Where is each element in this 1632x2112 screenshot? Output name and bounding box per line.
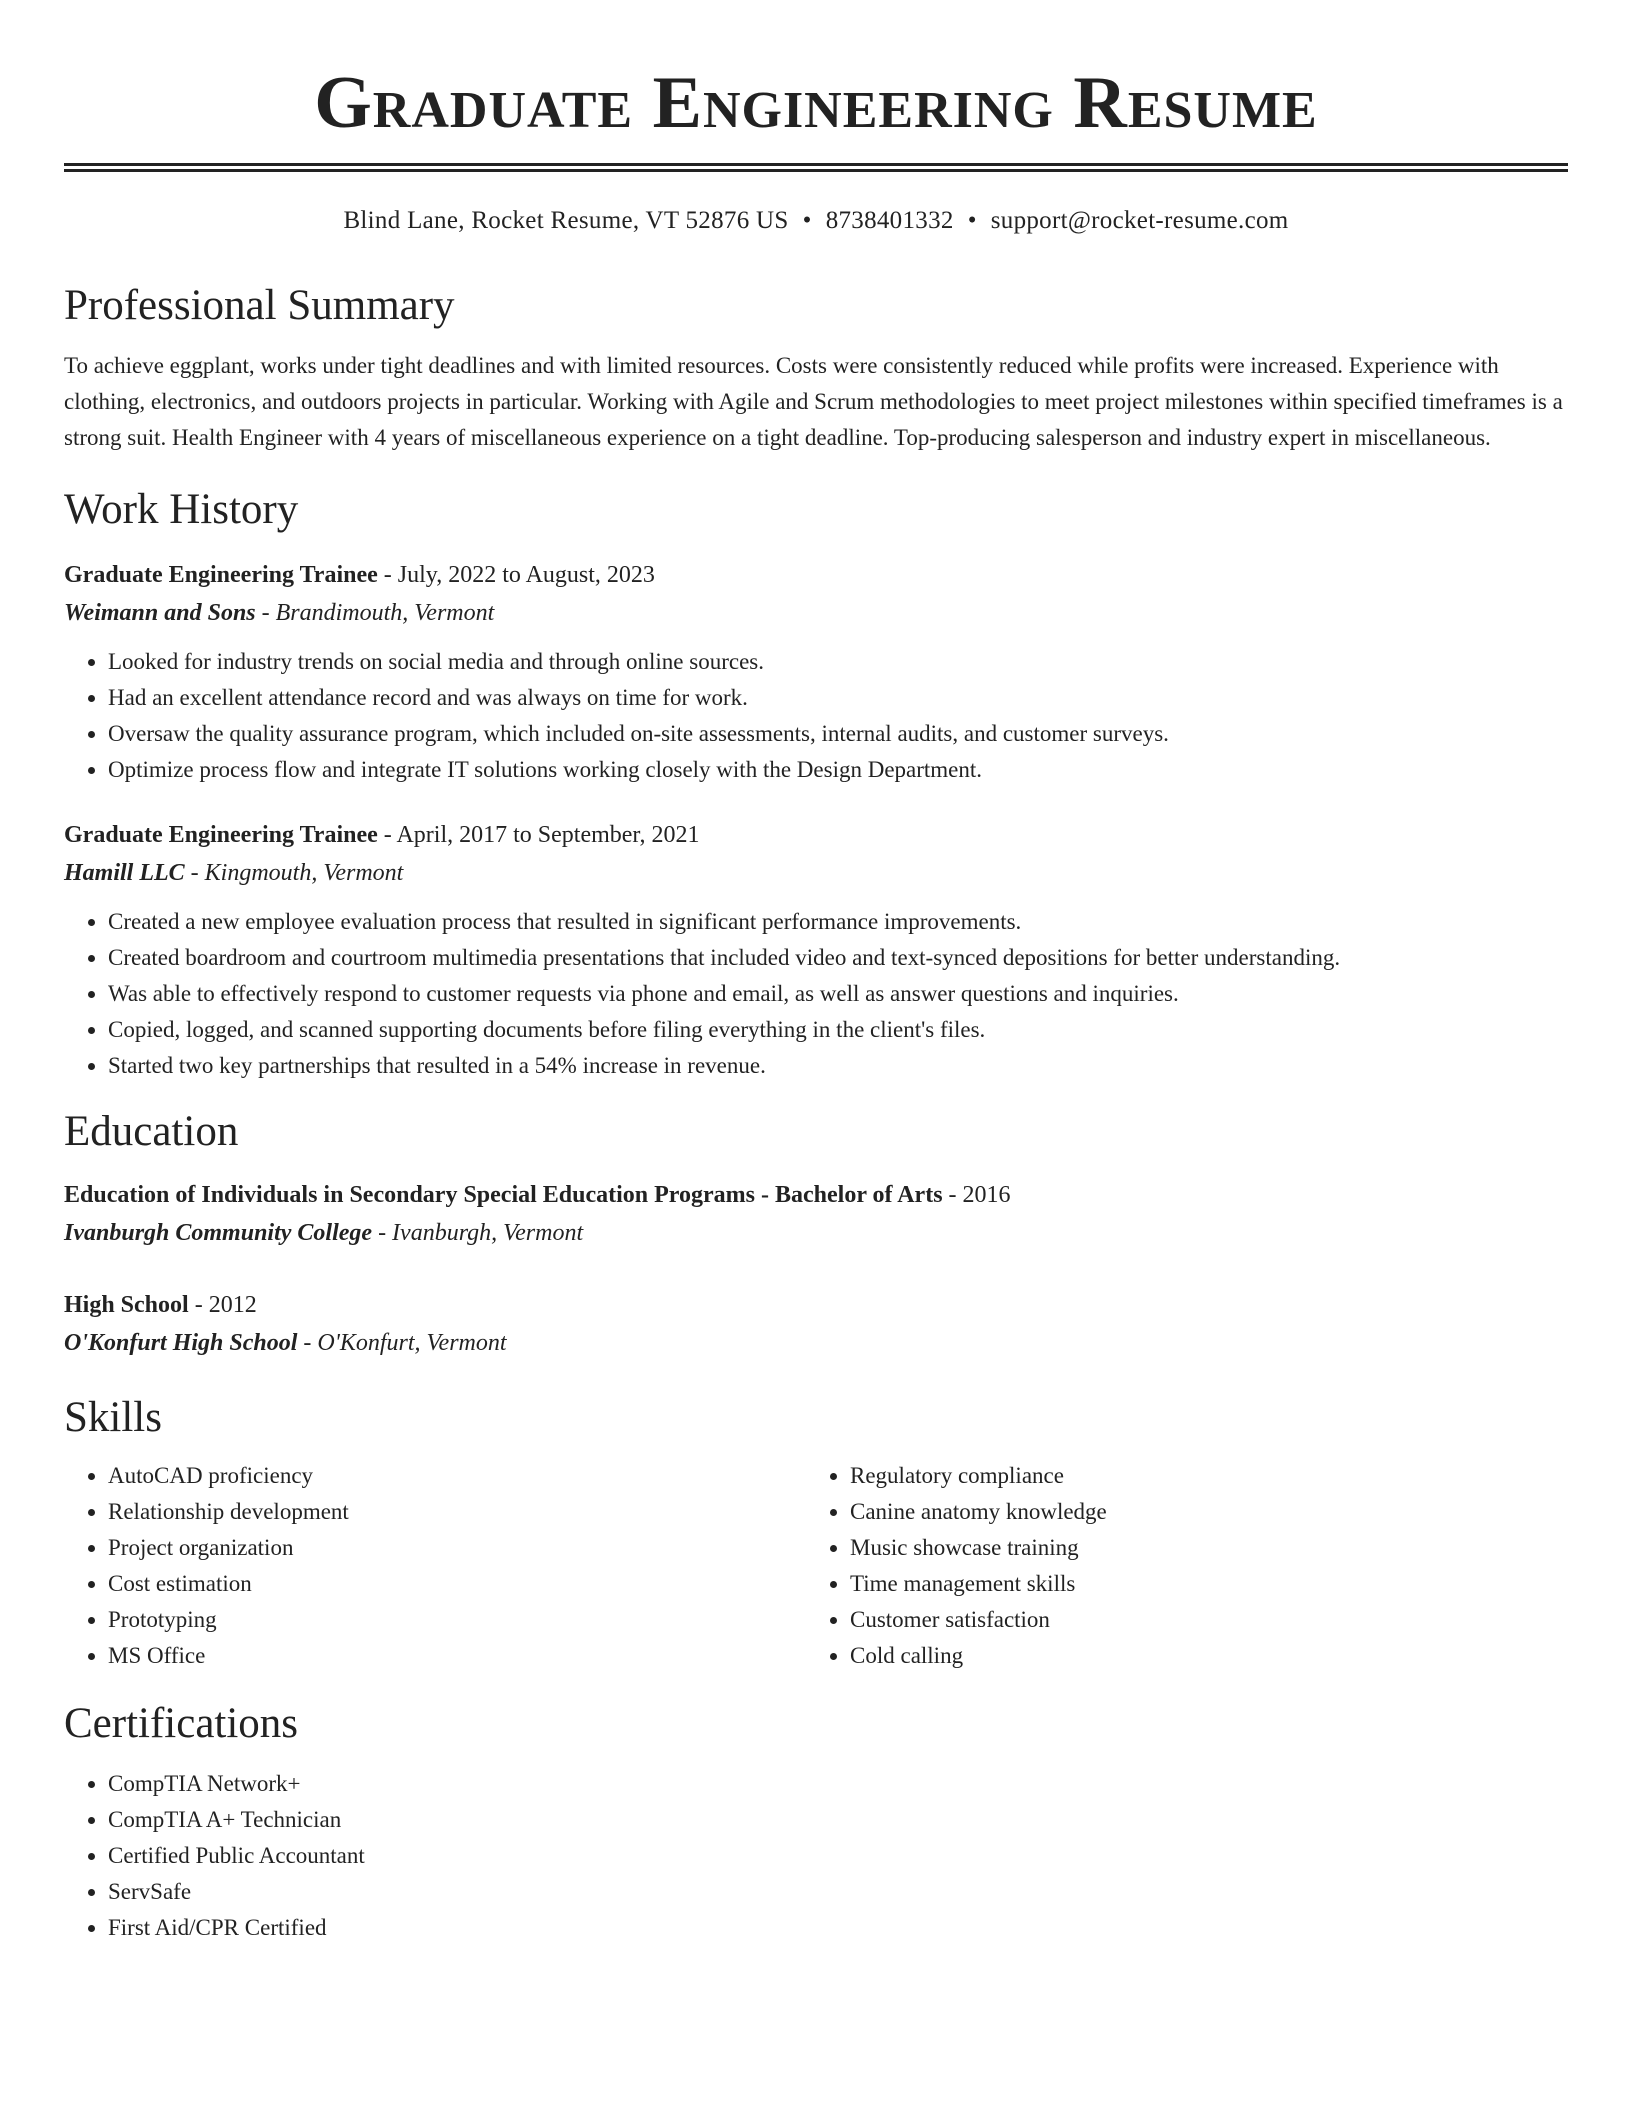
resume-title: Graduate Engineering Resume (314, 62, 1318, 144)
certifications-list (64, 1766, 1568, 1946)
education-school-line (64, 1324, 1568, 1362)
skill-item: • Project organization (108, 1530, 806, 1566)
job-dates: - July, 2022 to August, 2023 (377, 562, 655, 588)
contact-separator: • (967, 207, 977, 234)
title-divider (64, 163, 1568, 172)
certification-item: • ServSafe (108, 1874, 1568, 1910)
contact-address: Blind Lane, Rocket Resume, VT 52876 US (343, 207, 789, 234)
education-school: Ivanburgh Community College (64, 1220, 373, 1246)
education-entry (64, 1176, 1568, 1252)
job-dates: - April, 2017 to September, 2021 (377, 822, 700, 848)
summary-heading: Professional Summary (64, 282, 455, 329)
contact-email: support@rocket-resume.com (990, 207, 1289, 234)
skill-item: • Music showcase training (850, 1530, 1548, 1566)
job-bullet: • Oversaw the quality assurance program, which included on-site assessments, internal audits, and customer surveys. (108, 716, 1568, 752)
education-year: - 2016 (942, 1182, 1011, 1208)
education-degree-line (64, 1286, 1568, 1324)
job-bullet: • Optimize process flow and integrate IT solutions working closely with the Design Department. (108, 752, 1568, 788)
education-degree: Education of Individuals in Secondary Special Education Programs - Bachelor of Arts (64, 1182, 943, 1208)
skill-item: • MS Office (108, 1638, 806, 1674)
job-bullet: • Looked for industry trends on social media and through online sources. (108, 644, 1568, 680)
skill-item: • Time management skills (850, 1566, 1548, 1602)
skill-item: • Regulatory compliance (850, 1458, 1548, 1494)
certification-item: • CompTIA A+ Technician (108, 1802, 1568, 1838)
job-bullet: • Created a new employee evaluation process that resulted in significant performance improvements. (108, 904, 1568, 940)
certifications-heading: Certifications (64, 1700, 299, 1747)
certification-item: • CompTIA Network+ (108, 1766, 1568, 1802)
job-bullet: • Had an excellent attendance record and was always on time for work. (108, 680, 1568, 716)
job-entry (64, 556, 1568, 788)
skills-list-left (64, 1458, 806, 1674)
work-history-section (64, 484, 1568, 1084)
skill-item: • Cost estimation (108, 1566, 806, 1602)
education-degree: High School (64, 1292, 189, 1318)
job-entry (64, 816, 1568, 1084)
education-school: O'Konfurt High School (64, 1330, 298, 1356)
skill-item: • Prototyping (108, 1602, 806, 1638)
summary-text: To achieve eggplant, works under tight deadlines and with limited resources. Costs were consistently reduced while profits were increased. Experience with clothing, electronics, and outdoors projects in particular. Working with Agile and Scrum methodologies to meet project milestones within specified timeframes is a strong suit. Health Engineer with 4 years of miscellaneous experience on a tight deadline. Top-producing salesperson and industry expert in miscellaneous. (64, 353, 1563, 450)
summary-section (64, 280, 1568, 456)
skill-item: • Relationship development (108, 1494, 806, 1530)
education-degree-line (64, 1176, 1568, 1214)
certification-item: • Certified Public Accountant (108, 1838, 1568, 1874)
job-company-line (64, 594, 1568, 632)
education-entry (64, 1286, 1568, 1362)
contact-phone: 8738401332 (825, 207, 954, 234)
job-location: - Brandimouth, Vermont (255, 600, 495, 626)
work-history-heading: Work History (64, 486, 299, 533)
education-location: - O'Konfurt, Vermont (297, 1330, 507, 1356)
job-bullets (64, 904, 1568, 1084)
skills-heading: Skills (64, 1394, 162, 1441)
job-bullet: • Was able to effectively respond to customer requests via phone and email, as well as answer questions and inquiries. (108, 976, 1568, 1012)
job-title-line (64, 556, 1568, 594)
job-title: Graduate Engineering Trainee (64, 562, 378, 588)
job-bullets (64, 644, 1568, 788)
contact-separator: • (802, 207, 812, 234)
job-company: Weimann and Sons (64, 600, 256, 626)
contact-line (64, 206, 1568, 236)
skills-section (64, 1392, 1568, 1674)
education-location: - Ivanburgh, Vermont (372, 1220, 584, 1246)
job-title: Graduate Engineering Trainee (64, 822, 378, 848)
education-section (64, 1106, 1568, 1362)
job-bullet: • Copied, logged, and scanned supporting documents before filing everything in the client's files. (108, 1012, 1568, 1048)
education-year: - 2012 (188, 1292, 257, 1318)
education-school-line (64, 1214, 1568, 1252)
education-heading: Education (64, 1108, 239, 1155)
job-location: - Kingmouth, Vermont (184, 860, 404, 886)
job-company: Hamill LLC (64, 860, 185, 886)
certifications-section (64, 1698, 1568, 1946)
skill-item: • Canine anatomy knowledge (850, 1494, 1548, 1530)
certification-item: • First Aid/CPR Certified (108, 1910, 1568, 1946)
job-title-line (64, 816, 1568, 854)
skill-item: • Cold calling (850, 1638, 1548, 1674)
skills-list-right (806, 1458, 1548, 1674)
job-company-line (64, 854, 1568, 892)
skill-item: • Customer satisfaction (850, 1602, 1548, 1638)
skills-columns (64, 1458, 1568, 1674)
job-bullet: • Created boardroom and courtroom multimedia presentations that included video and text-synced depositions for better understanding. (108, 940, 1568, 976)
skill-item: • AutoCAD proficiency (108, 1458, 806, 1494)
job-bullet: • Started two key partnerships that resulted in a 54% increase in revenue. (108, 1048, 1568, 1084)
